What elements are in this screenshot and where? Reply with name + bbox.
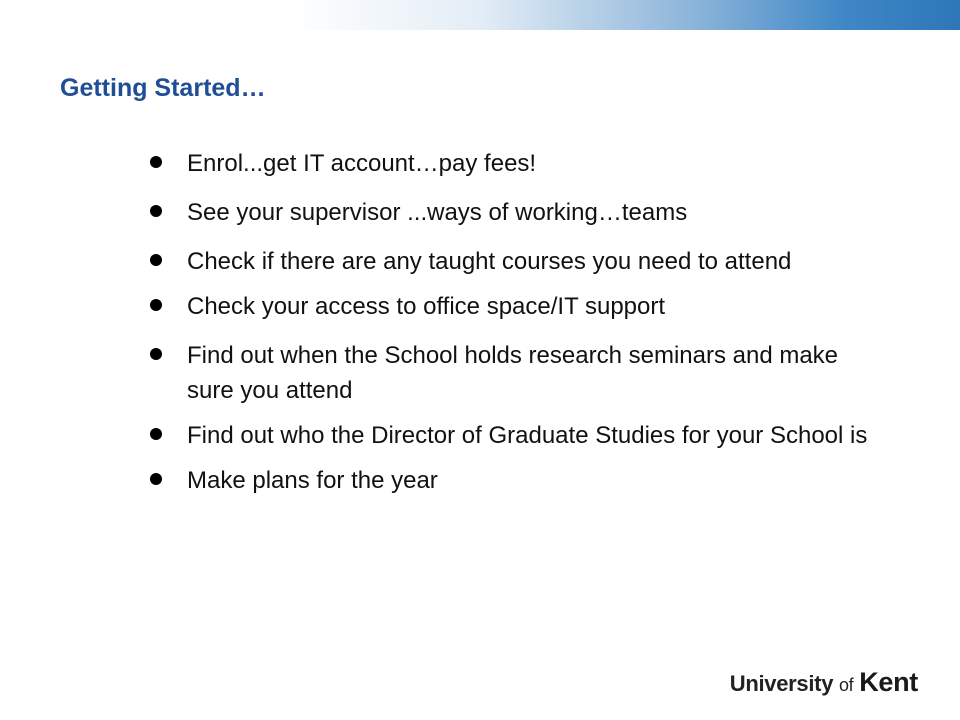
bullet-text: Find out when the School holds research seminars and make sure you attend: [187, 342, 839, 404]
bullet-dot-icon: [150, 348, 162, 360]
logo-kent-text: Kent: [859, 667, 918, 697]
bullet-dot-icon: [150, 156, 162, 168]
bullet-item-taught-courses: [150, 244, 870, 279]
logo-university-text: University: [729, 671, 834, 696]
top-gradient-band: [0, 0, 960, 30]
bullet-item-director-graduate-studies: [150, 418, 870, 453]
bullet-item-research-seminars: [150, 338, 870, 408]
bullet-item-enrol: [150, 146, 870, 181]
bullet-dot-icon: [150, 428, 162, 440]
bullet-text: Find out who the Director of Graduate Studies for your School is: [187, 422, 868, 449]
bullet-item-supervisor: [150, 195, 870, 230]
bullet-text: Make plans for the year: [187, 467, 438, 494]
bullet-text: See your supervisor ...ways of working…teams: [187, 199, 688, 226]
bullet-dot-icon: [150, 205, 162, 217]
slide-title: Getting Started…: [60, 74, 266, 102]
logo-of-text: of: [838, 675, 854, 695]
bullet-dot-icon: [150, 473, 162, 485]
bullet-dot-icon: [150, 254, 162, 266]
bullet-list: [150, 146, 870, 512]
bullet-item-make-plans: [150, 463, 870, 498]
university-of-kent-logo: [730, 669, 918, 698]
bullet-text: Check if there are any taught courses you need to attend: [187, 248, 792, 275]
bullet-item-office-space: [150, 289, 870, 324]
bullet-text: Enrol...get IT account…pay fees!: [187, 150, 537, 177]
bullet-dot-icon: [150, 299, 162, 311]
bullet-text: Check your access to office space/IT support: [187, 293, 666, 320]
